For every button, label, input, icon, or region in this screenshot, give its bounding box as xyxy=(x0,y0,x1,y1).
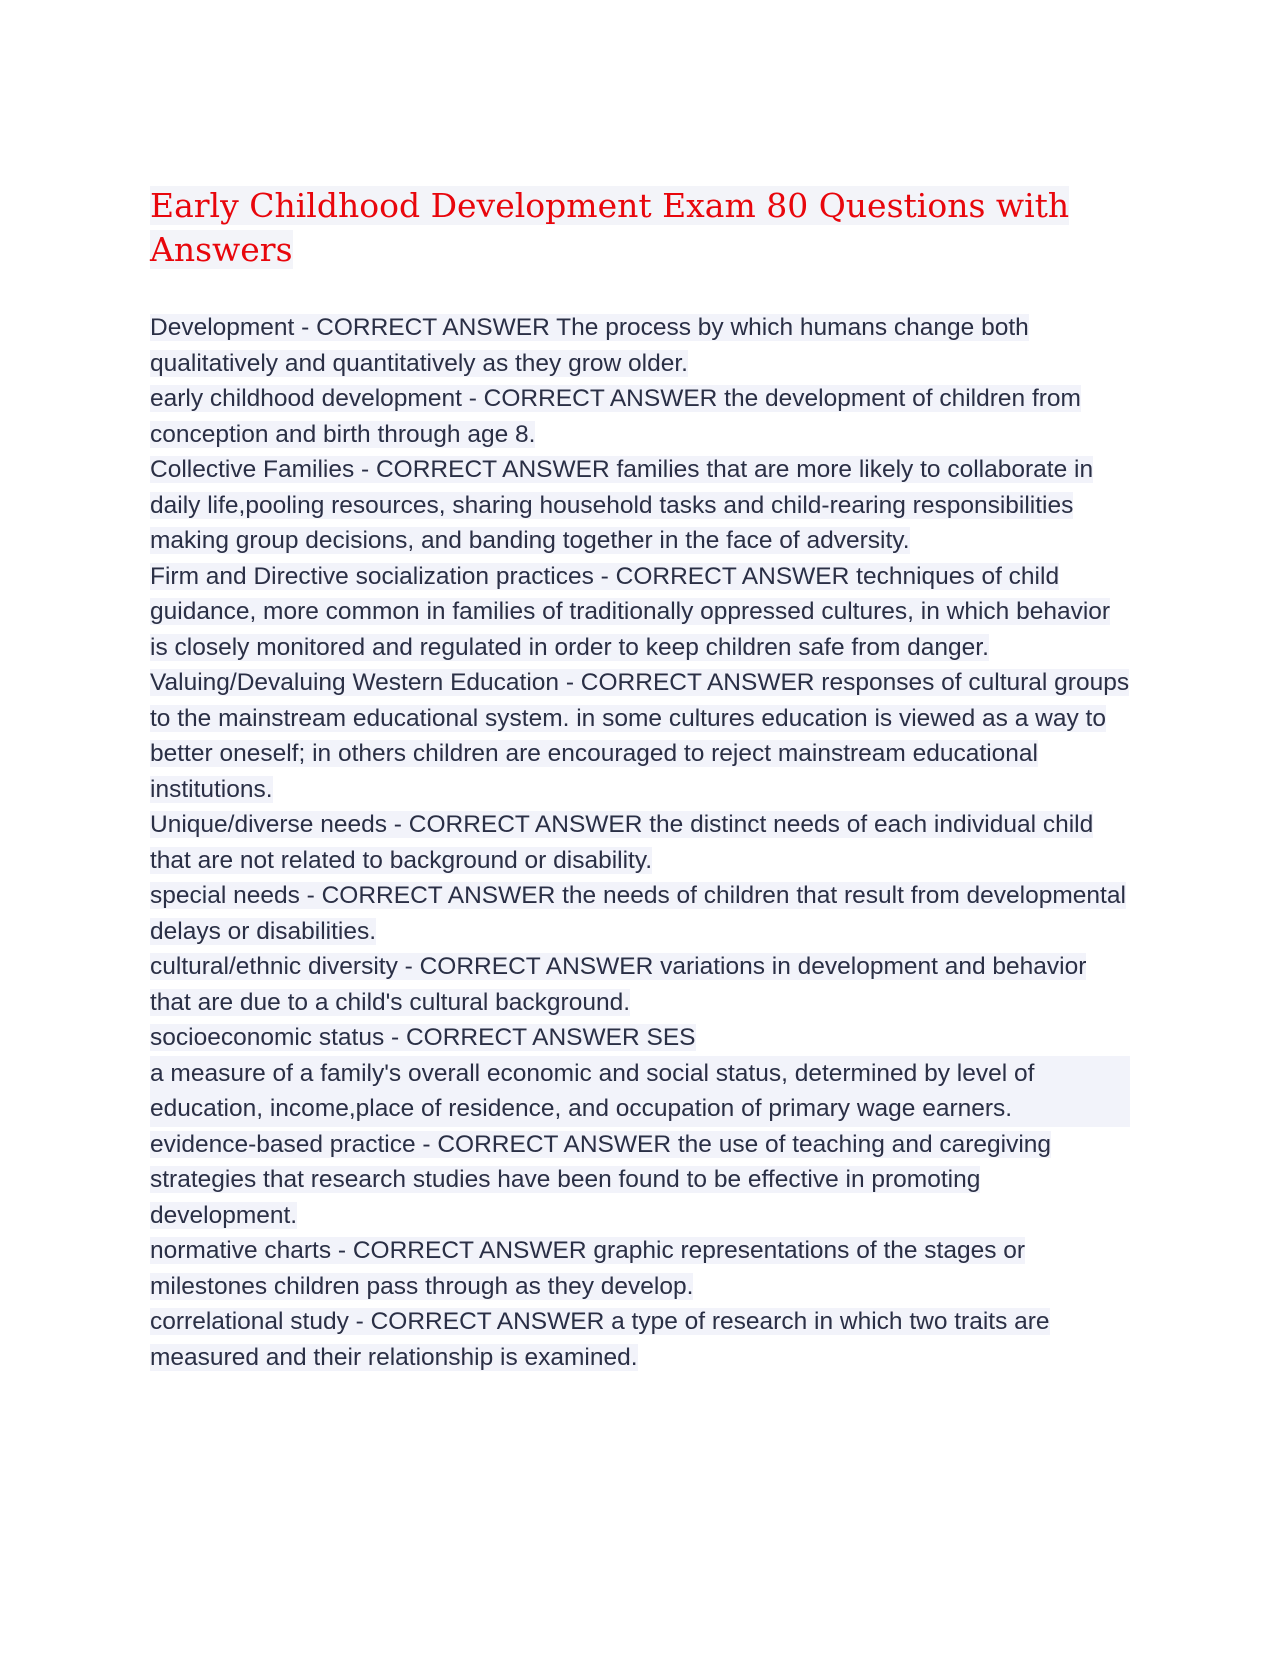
document-title-text: Early Childhood Development Exam 80 Questions with Answers xyxy=(150,186,1070,269)
qa-entry-text: evidence-based practice - CORRECT ANSWER the use of teaching and caregiving strategies that research studies have been found to be effective in promoting development. xyxy=(150,1130,1052,1229)
qa-entry-text: Firm and Directive socialization practices - CORRECT ANSWER techniques of child guidance, more common in families of traditionally oppressed cultures, in which behavior is closely monitored and regulated in order to keep children safe from danger. xyxy=(150,562,1111,661)
qa-entry-unique-diverse-needs xyxy=(150,807,1130,878)
qa-entry-early-childhood-development xyxy=(150,381,1130,452)
qa-entry-development xyxy=(150,310,1130,381)
qa-entry-cultural-ethnic-diversity xyxy=(150,949,1130,1020)
qa-entry-text: special needs - CORRECT ANSWER the needs of children that result from developmental delays or disabilities. xyxy=(150,882,1126,945)
qa-entry-text: correlational study - CORRECT ANSWER a type of research in which two traits are measured and their relationship is examined. xyxy=(150,1308,1050,1371)
qa-entry-text: Unique/diverse needs - CORRECT ANSWER the distinct needs of each individual child that are not related to background or disability. xyxy=(150,811,1094,874)
qa-entry-correlational-study xyxy=(150,1304,1130,1375)
qa-entry-text: Development - CORRECT ANSWER The process by which humans change both qualitatively and quantitatively as they grow older. xyxy=(150,314,1029,377)
qa-entry-firm-directive-socialization xyxy=(150,559,1130,666)
qa-entry-special-needs xyxy=(150,878,1130,949)
qa-entry-text: Collective Families - CORRECT ANSWER families that are more likely to collaborate in daily life,pooling resources, sharing household tasks and child-rearing responsibilities making group decisions, and banding together in the face of adversity. xyxy=(150,456,1094,554)
qa-entry-text: socioeconomic status - CORRECT ANSWER SES xyxy=(150,1024,696,1051)
qa-list xyxy=(150,310,1130,1375)
qa-entry-text: cultural/ethnic diversity - CORRECT ANSWER variations in development and behavior that are due to a child's cultural background. xyxy=(150,953,1087,1016)
qa-entry-collective-families xyxy=(150,452,1130,559)
qa-entry-text: normative charts - CORRECT ANSWER graphic representations of the stages or milestones children pass through as they develop. xyxy=(150,1237,1026,1300)
qa-entry-valuing-devaluing-education xyxy=(150,665,1130,807)
qa-entry-evidence-based-practice xyxy=(150,1127,1130,1234)
qa-entry-text: early childhood development - CORRECT ANSWER the development of children from conception and birth through age 8. xyxy=(150,385,1081,448)
qa-entry-normative-charts xyxy=(150,1233,1130,1304)
qa-entry-text: Valuing/Devaluing Western Education - CORRECT ANSWER responses of cultural groups to the mainstream educational system. in some cultures education is viewed as a way to better oneself; in others children are encouraged to reject mainstream educational institutions. xyxy=(150,669,1130,803)
qa-entry-socioeconomic-status xyxy=(150,1020,1130,1127)
document-title xyxy=(150,184,1130,272)
qa-entry-extra-span: a measure of a family's overall economic and social status, determined by level of education, income,place of residence, and occupation of primary wage earners. xyxy=(150,1059,1035,1122)
document-page xyxy=(150,184,1130,1375)
qa-entry-extra-text xyxy=(150,1056,1130,1127)
